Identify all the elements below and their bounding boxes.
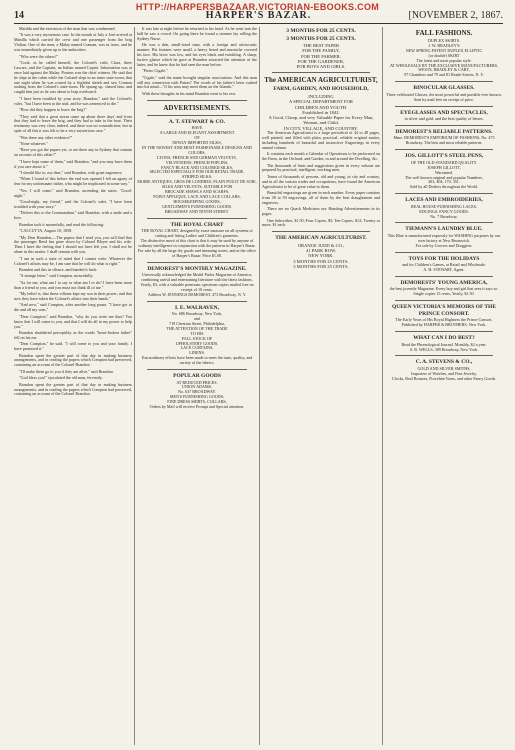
agriculturist-paragraph: It contains each month a Calendar of Operations to be performed on the Farm, in the Orchard, and Garden, in and around the Dwelling, &c. xyxy=(262,151,380,162)
masthead-title: HARPER'S BAZAR. xyxy=(205,10,312,21)
ad-line: HAVE xyxy=(191,125,203,131)
agriculturist-line: Established in 1842. xyxy=(302,109,340,115)
ad-line: LACE CURTAINS, xyxy=(180,345,214,351)
story-paragraph: "Dear Compton," he said, "I will come to you and your family. I have promised it." xyxy=(14,341,132,352)
story-paragraph: "Dear Compton," said Brandon, "why do you write me thus? You know that I will come to you, and that I will do all in my power to help you." xyxy=(14,313,132,329)
subscription-line: FOR BOYS AND GIRLS. xyxy=(296,64,346,70)
ad-line: TO HIS xyxy=(190,330,204,336)
ad-line: UPHOLSTERY GOODS, xyxy=(175,340,219,346)
ad-line: the best juvenile Magazine. Every boy and girl that sees it says so. xyxy=(389,286,499,292)
ad-line: (or double) SKIRT xyxy=(428,52,460,58)
story-paragraph: "Have you got the papers yet, or are there any in Sydney that contain an account of this affair?" xyxy=(14,147,132,158)
header-rule xyxy=(14,23,503,24)
ad-heading: JOS. GILLOTT'S STEEL PENS, xyxy=(404,153,484,160)
ad-line: EDGINGS, FANCY GOODS. xyxy=(419,208,469,214)
ad-line: The well known original and popular Numbers, xyxy=(405,174,483,180)
page-header xyxy=(14,10,503,24)
story-paragraph: "God bless you!" ejaculated the old man, fervently. xyxy=(19,375,103,381)
divider xyxy=(395,222,493,223)
ad-line: For sale by Grocers and Druggists. xyxy=(415,242,473,248)
subscription-line: 3 MONTHS FOR 25 CENTS. xyxy=(286,28,356,34)
ad-heading: QUEEN VICTORIA'S MEMOIRS OF THE PRINCE CONSORT. xyxy=(391,304,496,317)
ad-heading: LACES AND EMBROIDERIES, xyxy=(405,197,483,204)
ad-line: and xyxy=(194,315,200,321)
ad-heading: THE ROYAL CHART xyxy=(170,221,224,228)
story-paragraph: Matilda and the execution of the man that was condemned. xyxy=(19,27,116,31)
ad-line: GENTLEMEN'S FURNISHING GOODS. xyxy=(162,203,232,209)
divider xyxy=(395,125,493,126)
page-number: 14 xyxy=(14,10,24,21)
ad-line: POINT APPLIQUE, LACE AND LACE COLLARS, xyxy=(153,193,241,199)
story-paragraph: "As for me, what am I to say or what am I to do? I have been more than a friend to you, and you must not think ill of me." xyxy=(14,279,132,290)
ad-line: OF THE OLD STANDARD QUALITY. xyxy=(410,159,478,165)
ad-heading: A. T. STEWART & CO. xyxy=(168,118,226,125)
ad-line: SILKS AND VELVETS, SUITABLE FOR xyxy=(161,184,233,190)
divider xyxy=(147,115,247,116)
ad-line: No. 637 BROADWAY. xyxy=(178,389,216,395)
ad-line: WESTS, BRADLEY & CARY, xyxy=(418,67,470,73)
ad-heading: TOYS FOR THE HOLIDAYS xyxy=(408,255,480,262)
story-paragraph: "My Dear Brandon,—The papers that I send you, you will find that the passenger Reed has gone down by Colonel Bleyer and his wife. Then I have the feeling that I should not have left you. I shall not be alone in this matter. I shall remain with you. xyxy=(14,234,132,255)
divider xyxy=(147,100,247,101)
ad-line: Read the Phrenological Journal. Monthly, $2 a year. xyxy=(401,341,487,347)
story-paragraph: "Who were the others?" xyxy=(19,53,59,59)
divider xyxy=(395,276,493,277)
ad-line: BROADWAY AND TENTH STREET. xyxy=(165,208,229,214)
ad-line: FINE DRESS SHIRTS, COLLARS, xyxy=(167,399,227,405)
ad-line: GOLD AND SILVER SMITHS, xyxy=(417,365,471,371)
ad-heading: TIEMANN'S LAUNDRY BLUE. xyxy=(405,226,483,233)
ad-line: FALL STOCK OF xyxy=(181,335,213,341)
agriculturist-title: The AMERICAN AGRICULTURIST, xyxy=(264,76,378,85)
ad-heading: FALL FASHIONS. xyxy=(415,29,473,37)
divider xyxy=(395,106,493,107)
story-paragraph: "Deliver this to the Commandant," said Brandon, with a smile and a bow. xyxy=(14,210,132,221)
agriculturist-line: CHILDREN AND YOUTH. xyxy=(294,104,348,110)
agriculturist-line: IN CITY, VILLAGE, AND COUNTRY. xyxy=(284,125,358,131)
agriculturist-line: A Good, Cheap, and very Valuable Paper for Every Man, Woman, and Child, xyxy=(268,115,374,126)
agriculturist-paragraph: There are no Quack Medicines nor Humbug Advertisements in its pages. xyxy=(262,206,380,217)
divider xyxy=(395,81,493,82)
divider xyxy=(147,262,247,263)
story-paragraph: "Cigale," said the name brought singular associations. And this man still any connection with Patras? The words of his father's letter rushed into his mind—"if his sons may meet them on the Islands." xyxy=(137,74,257,90)
story-paragraph: "A strange letter," said Compton, mournfully. xyxy=(19,273,94,279)
ad-line: NEW SPRING PATENT DUPLEX ELLIPTIC xyxy=(405,47,483,53)
ad-heading: BINOCULAR GLASSES. xyxy=(413,85,475,92)
divider xyxy=(147,369,247,370)
ad-line: No. 7 Broadway. xyxy=(430,213,458,219)
story-paragraph: "When I found of this before the end was opened I felt an agony of fear for my unfortunate father, who might be implicated in some way." xyxy=(14,176,132,187)
divider xyxy=(147,218,247,219)
agriculturist-line: A SPECIAL DEPARTMENT FOR xyxy=(288,99,353,105)
ad-line: Universally acknowledged the Model Parlor Magazine of America; combining useful and entertaining literature with the latest fashions. xyxy=(141,272,253,282)
subscription-line: 3 MONTHS FOR 25 CENTS. xyxy=(286,35,356,42)
publisher-line: 3 MONTHS FOR 25 CENTS. xyxy=(293,264,349,270)
ad-line: Clocks, Real Bronzes, Porcelain Vases, and other Fancy Goods. xyxy=(391,375,497,381)
story-paragraph: "My belief is, that those villains kept my son in their power; and that now they have taken the Colonel's affairs into their hands." xyxy=(14,291,132,301)
ad-line: 97 Chambers and 79 and 81 Reade Streets, N. Y. xyxy=(404,72,484,78)
section-heading: ADVERTISEMENTS. xyxy=(163,103,231,112)
ad-line: The latest and most popular style. xyxy=(416,57,472,63)
agriculturist-paragraph: The American Agriculturist is a large periodical of 44 to 48 pages, well printed, and filled with plain, practical, reliable original matter, including hundreds of beautiful and instructive Engravings in every annual volume. xyxy=(262,130,380,150)
story-paragraph: "Cook, as he called himself, the Colonel's valet, Clara, three Lascars, and the Captain, an Italian named Capini. Information was at once laid against the Malay. Poniars was the chief witness. He said that he slept in the cabin while the Colonel slept in an inner state-room; that one night when he was roused by a frightful shriek and saw Cramon rushing from the Colonel's state-room. He sprang up, chased him, and caught him just as he was about to leap overboard. xyxy=(14,59,132,95)
ad-line: Address W. JENNINGS DEMOREST, 473 Broadway, N. Y. xyxy=(147,291,247,297)
story-paragraph: "Was there any other evidence?" xyxy=(19,134,73,140)
story-paragraph: "Yes, I will come," said Brandon, ascending the stairs. "Good-night." xyxy=(14,187,132,198)
ad-line: J. W. BRADLEY'S xyxy=(428,42,460,48)
agriculturist-paragraph: The thousands of hints and suggestions given in every volume are prepared by practical, intelligent, working men. xyxy=(262,162,380,173)
column-advertisements xyxy=(137,27,257,745)
ad-line: A. H. STEWART, Agent. xyxy=(423,267,465,273)
ad-line: IN THE NEWEST AND MOST FASHIONABLE DESIGNS AND COLORS, xyxy=(142,144,252,155)
issue-date: [NOVEMBER 2, 1867. xyxy=(408,10,503,21)
story-paragraph: "Good-night, my friend," said the Colonel's valet, "I have been troubled with your story." xyxy=(14,199,132,209)
story-paragraph: Brandon spent the greater part of that day in making business arrangements, and in reading the papers which Compton had preserved, containing an account of the Colonel Brandon. xyxy=(14,381,132,397)
publisher-line: ORANGE JUDD & CO., xyxy=(297,242,345,248)
subscription-line: FOR THE GARDENER, xyxy=(297,58,345,64)
publisher-line: 41 PARK ROW, xyxy=(305,248,337,254)
ad-line: 719 Chestnut Street, Philadelphia, xyxy=(169,320,225,326)
ad-line: SELECTED ESPECIALLY FOR OUR RETAIL TRADE. xyxy=(149,169,245,175)
ad-line: Three celebrated Glasses, the most powerful and portable ever known. Sent by mail free on receipt of price. xyxy=(386,91,502,102)
ad-line: Published by HARPER & BROTHERS, New York. xyxy=(401,322,487,328)
ad-heading: POPULAR GOODS xyxy=(173,373,221,380)
story-paragraph: "I should like to, my dear," said Brandon, with great eagerness. xyxy=(19,170,123,176)
subscription-line: FOR THE FAMILY, xyxy=(302,48,340,54)
ad-line: Extraordinary efforts have been made to meet the taste, quality, and variety of the fabrics. xyxy=(141,355,253,366)
agriculturist-paragraph: One Subscriber, $1.50; Four Copies, $5; Ten Copies, $12; Twenty or more, $1 each. xyxy=(262,217,380,228)
story-paragraph: "It was a very mysterious case. In the month of July a José arrived at Manilla which carried the crew and one passenger from the brig Violian. One of the men, a Malay named Craman, was in irons, and he was immediately given up to the authorities. xyxy=(14,32,132,53)
ad-line: This Blue is manufactured expressly for WASHING purposes by our own factory at New Brunswick. xyxy=(387,232,501,243)
ad-line: Single copies 15 cents; Yearly, $1.50. xyxy=(413,291,475,297)
agriculturist-paragraph: Terms of thousands of persons, old and young, in city and country, and in all the various trades and occupations, have found the American Agriculturist to be of great value to them. xyxy=(262,173,380,189)
column-fashion-ads xyxy=(385,27,503,745)
ad-line: and for Children's Games, at Retail and Wholesale. xyxy=(402,262,486,268)
ad-heading: C. A. STEVENS & CO., xyxy=(415,359,473,366)
story-paragraph: Brandon and this in silence, and handed it back. xyxy=(19,266,98,272)
story-paragraph: "None whatever." xyxy=(19,141,49,147)
ad-line: THE ROYAL CHART, designed by exact measure on all systems of cutting and fitting Ladies' and Children's garments. xyxy=(141,228,253,238)
column-divider xyxy=(259,27,260,745)
ad-line: in silver and gold, and the best quality of lenses. xyxy=(404,116,484,122)
column-story xyxy=(14,27,132,745)
agriculturist-line: INCLUDING xyxy=(308,93,334,99)
story-paragraph: "CALCUTTA, August 10, 1858. xyxy=(19,228,73,234)
column-divider xyxy=(382,27,383,745)
ad-line: Importers of Watches, and Fine Jewelry, xyxy=(411,370,477,376)
ad-line: MOIRE ANTIQUES, GROS DE LONDRES, PLAIN POULT DE SOIE, xyxy=(137,179,257,185)
agriculturist-subtitle: FARM, GARDEN, AND HOUSEHOLD, xyxy=(273,86,369,93)
ad-line: FANCY BLACK AND COLORED SILKS, xyxy=(161,164,233,170)
divider xyxy=(147,301,247,302)
story-paragraph: "I have been troubled by your story, Brandon," said the Colonel's valet, "but I have been at the trial, and he was sentenced to die." xyxy=(14,95,132,106)
ad-line: JOSEPH GILLOTT, xyxy=(427,164,461,170)
publisher-line: NEW YORK. xyxy=(308,253,334,259)
ad-line: For sale by all the large dry goods and trimming stores, and at the office of Harper's Bazar. Price $1.00. xyxy=(138,247,256,258)
ad-heading: I. E. WALRAVEN, xyxy=(175,304,219,311)
ad-line: S. R. WELLS, 389 Broadway, New York. xyxy=(409,346,479,352)
ad-line: BROCADE SHAWLS AND SCARFS, xyxy=(164,189,230,195)
story-paragraph: "And now," said Compton, after another long pause, "I have got to die and all my sons." xyxy=(14,302,132,313)
divider xyxy=(395,252,493,253)
divider xyxy=(395,149,493,150)
publisher-line: THE AMERICAN AGRICULTURIST. xyxy=(275,235,367,242)
story-paragraph: Brandon shuddered perceptibly as the words "heart-broken father" fell on his ear. xyxy=(14,329,132,340)
column-agriculturist xyxy=(262,27,380,745)
publisher-line: 3 MONTHS FOR 25 CENTS. xyxy=(293,258,349,264)
story-paragraph: "I have kept some of them," said Brandon, "and you may have them if you care about it." xyxy=(14,158,132,169)
subscription-line: FOR THE FARMER, xyxy=(301,53,341,59)
ad-line: HOUSEKEEPING GOODS, xyxy=(173,198,221,204)
ad-line: Orders by Mail will receive Prompt and Special attention. xyxy=(149,404,245,410)
ad-line: Sold by all Dealers throughout the World. xyxy=(409,184,479,190)
ad-line: AT REDUCED PRICES. xyxy=(176,379,218,385)
ad-line: REAL HOUSE FURNISHING LACES, xyxy=(410,203,478,209)
source-url[interactable]: HTTP://HARPERSBAZAAR.VICTORIAN-EBOOKS.COM xyxy=(135,2,380,12)
ad-line: MEN'S FURNISHING GOODS; xyxy=(169,394,225,400)
ad-line: DUPLEX SKIRTS. xyxy=(427,38,461,43)
ad-line: VELVETEENS, FRENCH POPLINS, xyxy=(165,159,229,165)
ad-line: 303, 404, 170, 351. xyxy=(428,179,460,185)
divider xyxy=(272,72,370,73)
ad-line: LYONS, FRENCH AND GERMAN VELVETS, xyxy=(157,154,237,160)
subscription-line: THE BEST PAPER xyxy=(302,43,340,48)
ad-line: UNION ADAMS, xyxy=(182,384,212,390)
story-paragraph: Brandon took it mournfully, and read the following: xyxy=(19,221,105,227)
ad-heading: DEMOREST'S RELIABLE PATTERNS. xyxy=(395,128,493,135)
agriculturist-paragraph: Beautiful engravings are given in each number. Every paper contains from 30 to 50 engravings, all of them by the best draughtsmen and engravers. xyxy=(262,190,380,205)
story-paragraph: It was late at night before he returned to his hotel. As he went into the hall he saw a crowd. On going there he found a steamer lay rolling the Sydney Nurse. xyxy=(137,27,257,41)
ad-heading: DEMORESTS' YOUNG AMERICA, xyxy=(400,279,488,286)
ad-line: Yearly, $3, with a valuable premium; specimen copies mailed free on receipt of 10 cents. xyxy=(140,281,254,292)
story-paragraph: "Pietro Cigale." xyxy=(142,68,168,74)
ad-line: OF xyxy=(194,135,200,141)
story-paragraph: He was a thin, small-sized man, with a foreign and aristocratic manner. His features were small, a heavy beard and mustache covered his face. His brow was low, and his eyes black and twinkling. A sharp, furtive glance which he gave at Brandon attracted the attention of the latter, and he knew that he had seen the man before. xyxy=(137,42,257,67)
ad-heading: EYEGLASSES AND SPECTACLES, xyxy=(400,109,488,116)
story-paragraph: "I'll make them go to you if they are alive," said Brandon. xyxy=(19,368,114,374)
story-paragraph: "I am in such a state of mind that I cannot write. Whatever the Colonel's affairs may be, I am sure that he will do what is right." xyxy=(14,255,132,266)
ad-line: NEWLY IMPORTED SILKS, xyxy=(172,140,222,145)
ad-line: AT WHOLESALE BY THE EXCLUSIVE MANUFACTURERS, xyxy=(389,62,499,68)
ad-line: LINENS. xyxy=(189,350,205,356)
ad-line: The distinctive merit of this chart is that it may be used by anyone of ordinary intelligence in conjunction with the patterns in Harper's Bazar. xyxy=(138,237,256,248)
ad-line: THE ATTENTION OF THE TRADE xyxy=(166,325,228,331)
ad-line: The Early Years of His Royal Highness the Prince Consort. xyxy=(395,317,493,323)
story-paragraph: Brandon spent the greater part of that day in making business arrangements, and in reading the papers which Compton had preserved, containing an account of the Colonel Brandon. xyxy=(14,352,132,368)
story-paragraph: With these thoughts in his mind Brandon went to his rest. xyxy=(142,90,237,96)
story-paragraph: "How did they happen to leave the brig?" xyxy=(19,107,87,113)
ad-line: Mme. DEMOREST'S EMPORIUM OF FASHIONS, No. 473 Broadway. The best and most reliable patterns. xyxy=(393,135,495,146)
ad-heading: DEMOREST'S MONTHLY MAGAZINE. xyxy=(147,265,247,272)
divider xyxy=(395,300,493,301)
ad-line: STRIPED SILKS, xyxy=(181,174,213,180)
ad-line: Warranted. xyxy=(435,169,453,175)
divider xyxy=(272,231,370,232)
column-divider xyxy=(134,27,135,745)
ad-line: No. 686 Broadway, New York, xyxy=(171,311,223,317)
ad-heading: WHAT CAN I DO BEST? xyxy=(413,335,475,342)
divider xyxy=(395,355,493,356)
story-paragraph: "They said that a great storm came up about three days' and from that they had to leave the brig, and they had to take to the boat. Their testimony was very clear, indeed, and there was no contradiction; but in spite of all this it was felt to be a very mysterious case." xyxy=(14,113,132,134)
divider xyxy=(395,331,493,332)
divider xyxy=(395,193,493,194)
ad-line: A LARGE AND ELEGANT ASSORTMENT xyxy=(159,130,235,136)
